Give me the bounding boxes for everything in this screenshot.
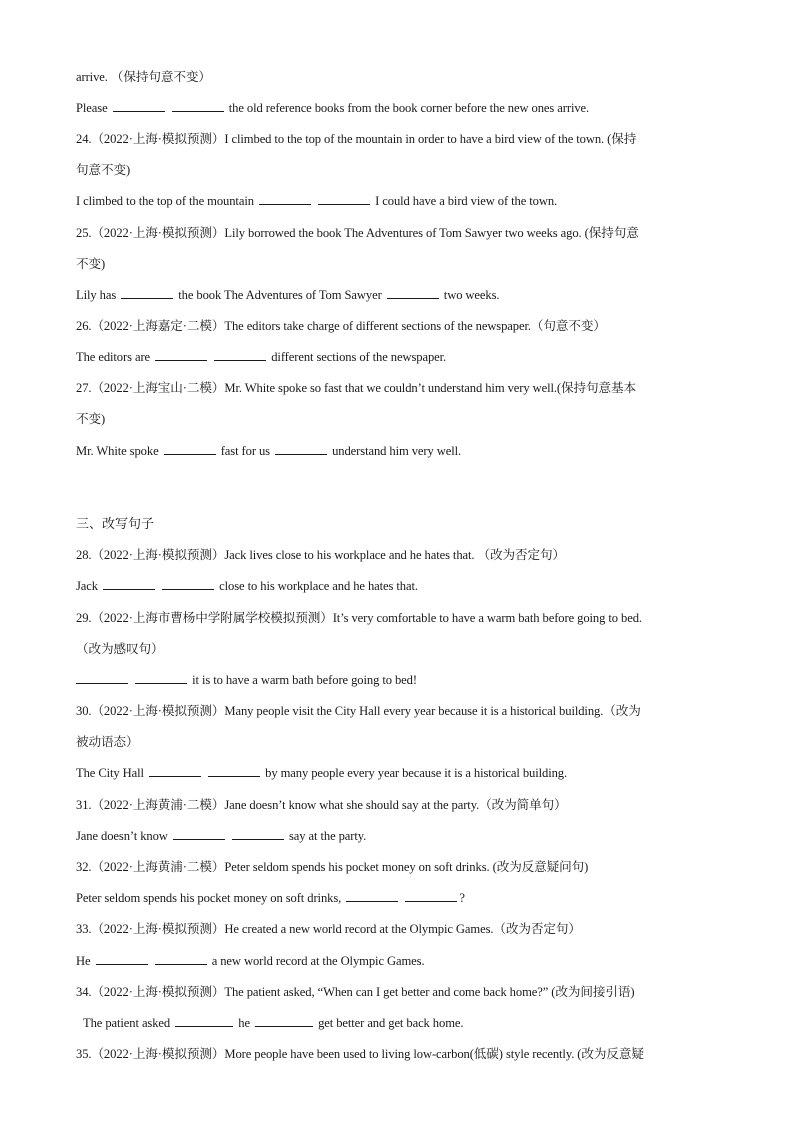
question-33: 33.（2022·上海·模拟预测）He created a new world record at the Olympic Games.（改为否定句）	[76, 922, 581, 936]
question-24: 24.（2022·上海·模拟预测）I climbed to the top of the mountain in order to have a bird view of the town. (保持	[76, 132, 637, 146]
answer-blank[interactable]	[173, 827, 225, 840]
answer-blank[interactable]	[76, 671, 128, 684]
question-26-answer: The editors are different sections of the newspaper.	[76, 350, 447, 364]
answer-blank[interactable]	[232, 827, 284, 840]
question-28-answer: Jack close to his workplace and he hates that.	[76, 579, 418, 593]
question-27: 27.（2022·上海宝山·二模）Mr. White spoke so fast that we couldn’t understand him very well.(保持句意基本	[76, 381, 636, 395]
question-23-answer: Please the old reference books from the book corner before the new ones arrive.	[76, 101, 590, 115]
answer-blank[interactable]	[346, 889, 398, 902]
question-31: 31.（2022·上海黄浦·二模）Jane doesn’t know what she should say at the party.（改为简单句）	[76, 798, 567, 812]
question-30: 30.（2022·上海·模拟预测）Many people visit the City Hall every year because it is a historical building.（改为	[76, 704, 641, 718]
answer-blank[interactable]	[208, 764, 260, 777]
question-35: 35.（2022·上海·模拟预测）More people have been used to living low-carbon(低碳) style recently. (改为反意疑	[76, 1047, 644, 1061]
question-33-answer: He a new world record at the Olympic Games.	[76, 954, 425, 968]
question-25-line-2: 不变)	[76, 257, 106, 271]
question-29-line-2: （改为感叹句）	[76, 642, 164, 656]
answer-blank[interactable]	[149, 764, 201, 777]
question-25: 25.（2022·上海·模拟预测）Lily borrowed the book The Adventures of Tom Sawyer two weeks ago. (保持句意	[76, 226, 639, 240]
question-32: 32.（2022·上海黄浦·二模）Peter seldom spends his pocket money on soft drinks. (改为反意疑问句)	[76, 860, 589, 874]
answer-blank[interactable]	[172, 99, 224, 112]
answer-blank[interactable]	[96, 952, 148, 965]
answer-blank[interactable]	[135, 671, 187, 684]
question-31-answer: Jane doesn’t know say at the party.	[76, 829, 367, 843]
answer-blank[interactable]	[162, 577, 214, 590]
answer-blank[interactable]	[318, 192, 370, 205]
answer-blank[interactable]	[113, 99, 165, 112]
answer-blank[interactable]	[387, 286, 439, 299]
answer-blank[interactable]	[164, 442, 216, 455]
question-24-answer: I climbed to the top of the mountain I could have a bird view of the town.	[76, 194, 558, 208]
question-27-line-2: 不变)	[76, 412, 106, 426]
question-25-answer: Lily has the book The Adventures of Tom Sawyer two weeks.	[76, 288, 500, 302]
answer-blank[interactable]	[175, 1014, 233, 1027]
question-30-line-2: 被动语态）	[76, 735, 139, 749]
answer-blank[interactable]	[255, 1014, 313, 1027]
answer-blank[interactable]	[275, 442, 327, 455]
answer-blank[interactable]	[155, 348, 207, 361]
answer-blank[interactable]	[103, 577, 155, 590]
answer-blank[interactable]	[214, 348, 266, 361]
question-27-answer: Mr. White spoke fast for us understand him very well.	[76, 444, 462, 458]
question-23-line-2: arrive. （保持句意不变）	[76, 70, 211, 84]
question-26: 26.（2022·上海嘉定·二模）The editors take charge of different sections of the newspaper.（句意不变）	[76, 319, 606, 333]
answer-blank[interactable]	[121, 286, 173, 299]
question-28: 28.（2022·上海·模拟预测）Jack lives close to his workplace and he hates that. （改为否定句）	[76, 548, 565, 562]
question-34: 34.（2022·上海·模拟预测）The patient asked, “When can I get better and come back home?” (改为间接引语)	[76, 985, 635, 999]
question-29: 29.（2022·上海市曹杨中学附属学校模拟预测）It’s very comfortable to have a warm bath before going to bed.	[76, 611, 642, 625]
question-29-answer: it is to have a warm bath before going to bed!	[76, 671, 718, 689]
question-30-answer: The City Hall by many people every year because it is a historical building.	[76, 766, 568, 780]
answer-blank[interactable]	[405, 889, 457, 902]
answer-blank[interactable]	[155, 952, 207, 965]
question-24-line-2: 句意不变)	[76, 163, 131, 177]
question-34-answer: The patient asked he get better and get back home.	[83, 1016, 464, 1030]
section-heading: 三、改写句子	[76, 516, 155, 531]
question-32-answer: Peter seldom spends his pocket money on soft drinks, ?	[76, 891, 465, 905]
answer-blank[interactable]	[259, 192, 311, 205]
